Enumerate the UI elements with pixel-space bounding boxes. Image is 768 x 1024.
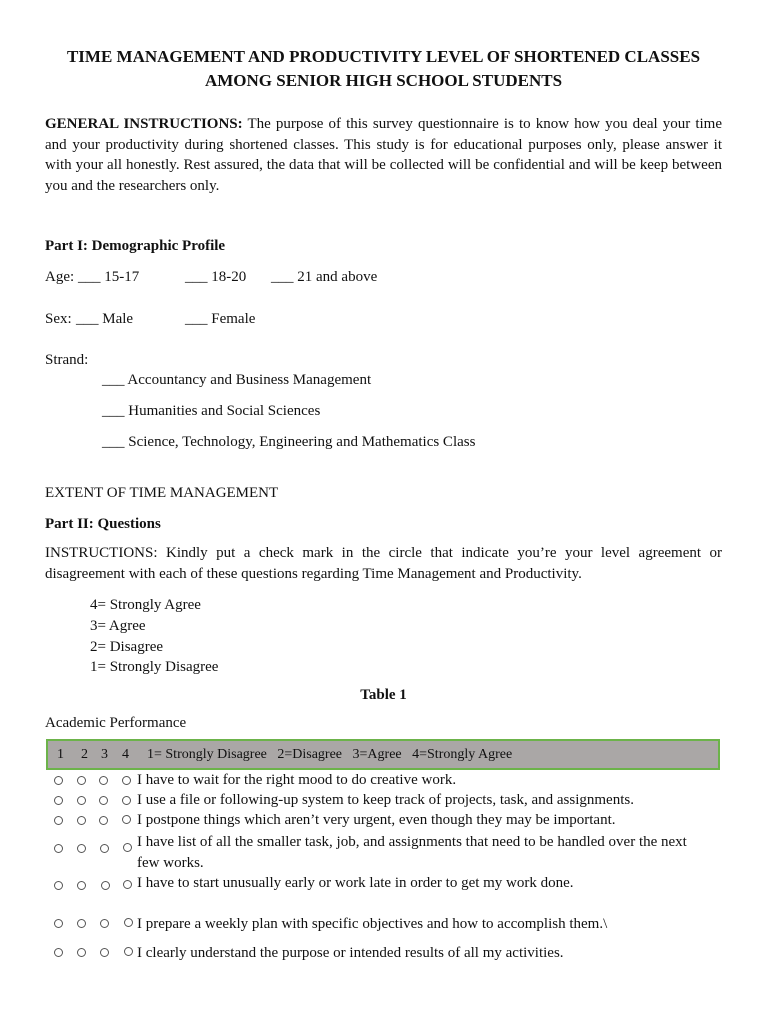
general-instructions-text: The purpose of this survey questionnaire is to know how you deal your time and your productivity during shortened classes. This study is for educational purposes only, please answer it with your all honestly. Rest assured, the data that will be collected will be confidential and will be keep between you and the researchers only.	[45, 116, 723, 194]
header-legend: 1= Strongly Disagree 2=Disagree 3=Agree 4=Strongly Agree	[147, 747, 513, 762]
title-line-1: TIME MANAGEMENT AND PRODUCTIVITY LEVEL OF SHORTENED CLASSES	[66, 47, 701, 66]
question-text: I have to start unusually early or work late in order to get my work done.	[137, 875, 574, 891]
question-text: I have to wait for the right mood to do creative work.	[137, 772, 457, 788]
rating-1-radio[interactable]	[54, 881, 63, 890]
age-label: Age:	[45, 269, 75, 285]
rating-1-radio[interactable]	[54, 776, 63, 785]
general-instructions-label: GENERAL INSTRUCTIONS:	[45, 116, 243, 132]
part2-instructions: INSTRUCTIONS: Kindly put a check mark in the circle that indicate you’re your level agreement or disagreement with each of these questions regarding Time Management and Productivity.	[45, 545, 722, 582]
part1-heading: Part I: Demographic Profile	[45, 238, 226, 254]
strand-label: Strand:	[45, 352, 89, 368]
rating-2-radio[interactable]	[77, 919, 86, 928]
question-text: I use a file or following-up system to keep track of projects, task, and assignments.	[137, 792, 634, 808]
rating-2-radio[interactable]	[77, 776, 86, 785]
scale-item-3: 3= Agree	[90, 618, 146, 634]
rating-1-radio[interactable]	[54, 816, 63, 825]
table-caption: Academic Performance	[45, 715, 187, 731]
rating-4-radio[interactable]	[122, 815, 131, 824]
table-header	[46, 739, 720, 770]
header-col-1: 1	[57, 747, 64, 762]
rating-3-radio[interactable]	[100, 948, 109, 957]
rating-4-radio[interactable]	[124, 918, 133, 927]
rating-3-radio[interactable]	[99, 776, 108, 785]
scale-item-1: 1= Strongly Disagree	[90, 659, 219, 675]
rating-2-radio[interactable]	[77, 816, 86, 825]
age-option-18-20[interactable]: ___ 18-20	[185, 269, 247, 285]
rating-2-radio[interactable]	[77, 948, 86, 957]
rating-1-radio[interactable]	[54, 796, 63, 805]
header-col-4: 4	[122, 747, 129, 762]
rating-4-radio[interactable]	[122, 776, 131, 785]
sex-label: Sex:	[45, 311, 72, 327]
rating-2-radio[interactable]	[77, 844, 86, 853]
rating-4-radio[interactable]	[123, 843, 132, 852]
header-col-3: 3	[101, 747, 108, 762]
sex-option-male[interactable]: ___ Male	[76, 311, 134, 327]
rating-2-radio[interactable]	[77, 796, 86, 805]
rating-3-radio[interactable]	[99, 796, 108, 805]
rating-3-radio[interactable]	[100, 919, 109, 928]
rating-4-radio[interactable]	[122, 796, 131, 805]
title-line-2: AMONG SENIOR HIGH SCHOOL STUDENTS	[204, 71, 563, 90]
rating-2-radio[interactable]	[77, 881, 86, 890]
question-text: I have list of all the smaller task, job, and assignments that need to be handled over the next few works.	[137, 834, 687, 871]
age-option-21-above[interactable]: ___ 21 and above	[271, 269, 378, 285]
strand-option-stem[interactable]: ___ Science, Technology, Engineering and Mathematics Class	[102, 434, 476, 450]
rating-4-radio[interactable]	[124, 947, 133, 956]
rating-4-radio[interactable]	[123, 880, 132, 889]
scale-item-2: 2= Disagree	[90, 639, 164, 655]
sex-option-female[interactable]: ___ Female	[185, 311, 256, 327]
strand-option-humss[interactable]: ___ Humanities and Social Sciences	[102, 403, 321, 419]
rating-3-radio[interactable]	[99, 816, 108, 825]
rating-3-radio[interactable]	[101, 881, 110, 890]
general-instructions	[45, 114, 722, 196]
question-text: I prepare a weekly plan with specific objectives and how to accomplish them.\	[137, 916, 608, 932]
page-title	[45, 45, 722, 93]
header-col-2: 2	[81, 747, 88, 762]
age-option-15-17[interactable]: ___ 15-17	[78, 269, 140, 285]
extent-heading: EXTENT OF TIME MANAGEMENT	[45, 485, 279, 501]
question-text: I clearly understand the purpose or intended results of all my activities.	[137, 945, 564, 961]
rating-1-radio[interactable]	[54, 948, 63, 957]
rating-3-radio[interactable]	[100, 844, 109, 853]
rating-1-radio[interactable]	[54, 844, 63, 853]
strand-option-abm[interactable]: ___ Accountancy and Business Management	[102, 372, 372, 388]
scale-item-4: 4= Strongly Agree	[90, 597, 201, 613]
question-text: I postpone things which aren’t very urgent, even though they may be important.	[137, 812, 616, 828]
part2-heading: Part II: Questions	[45, 516, 161, 532]
rating-1-radio[interactable]	[54, 919, 63, 928]
table-title: Table 1	[360, 687, 407, 703]
